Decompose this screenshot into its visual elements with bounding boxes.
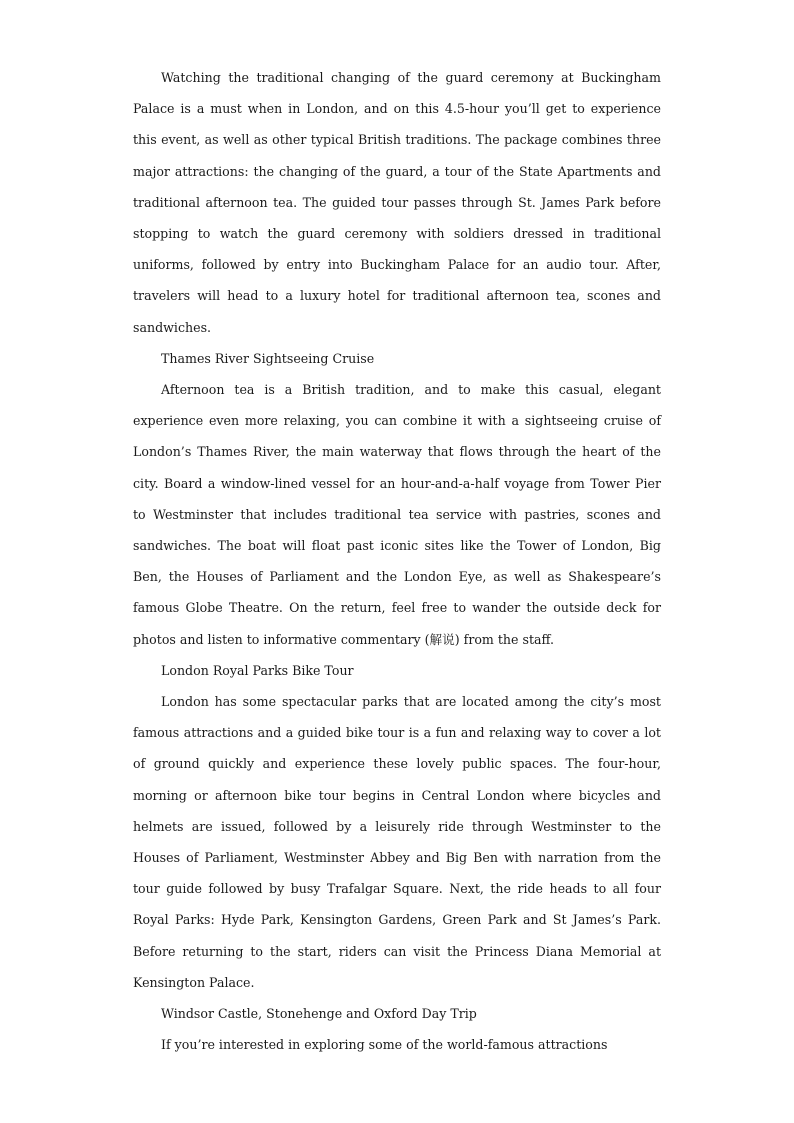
paragraph-buckingham-palace: Watching the traditional changing of the guard ceremony at Buckingham Palace is a must when in London, and on this 4.5-hour you’ll get to experience this event, as well as other typical British traditions. The package combines three major attractions: the changing of the guard, a tour of the State Apartments and traditional afternoon tea. The guided tour passes through St. James Park before stopping to watch the guard ceremony with soldiers dressed in traditional uniforms, followed by entry into Buckingham Palace for an audio tour. After, travelers will head to a luxury hotel for traditional afternoon tea, scones and sandwiches. <box>133 70 661 335</box>
document-page <box>133 62 661 1061</box>
heading-thames-cruise: Thames River Sightseeing Cruise <box>161 350 375 366</box>
heading-day-trip: Windsor Castle, Stonehenge and Oxford Day Trip <box>161 1006 477 1022</box>
paragraph-day-trip: If you’re interested in exploring some of the world-famous attractions <box>161 1037 608 1053</box>
paragraph-bike-tour: London has some spectacular parks that are located among the city’s most famous attractions and a guided bike tour is a fun and relaxing way to cover a lot of ground quickly and experience these lovely public spaces. The four-hour, morning or afternoon bike tour begins in Central London where bicycles and helmets are issued, followed by a leisurely ride through Westminster to the Houses of Parliament, Westminster Abbey and Big Ben with narration from the tour guide followed by busy Trafalgar Square. Next, the ride heads to all four Royal Parks: Hyde Park, Kensington Gardens, Green Park and St James’s Park. Before returning to the start, riders can visit the Princess Diana Memorial at Kensington Palace. <box>133 694 661 990</box>
heading-bike-tour: London Royal Parks Bike Tour <box>161 662 354 678</box>
paragraph-thames-cruise: Afternoon tea is a British tradition, and to make this casual, elegant experience even more relaxing, you can combine it with a sightseeing cruise of London’s Thames River, the main waterway that flows through the heart of the city. Board a window-lined vessel for an hour-and-a-half voyage from Tower Pier to Westminster that includes traditional tea service with pastries, scones and sandwiches. The boat will float past iconic sites like the Tower of London, Big Ben, the Houses of Parliament and the London Eye, as well as Shakespeare’s famous Globe Theatre. On the return, feel free to wander the outside deck for photos and listen to informative commentary (解说) from the staff. <box>133 382 661 647</box>
